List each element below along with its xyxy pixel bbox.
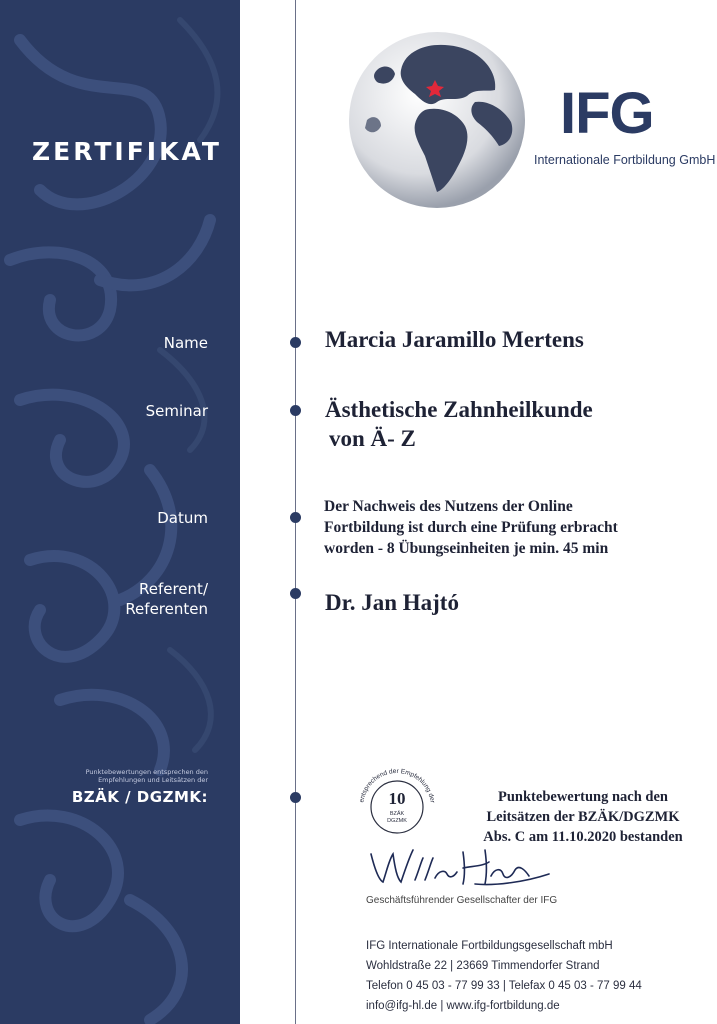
points-note-line: Empfehlungen und Leitsätzen der: [98, 776, 208, 784]
seminar-label: Seminar: [145, 402, 208, 420]
ifg-logo: IFG: [560, 81, 654, 146]
bullet-dot: [290, 792, 301, 803]
referent-value: Dr. Jan Hajtó: [325, 590, 459, 615]
referent-label-line: Referenten: [125, 600, 208, 618]
seminar-value-line: Ästhetische Zahnheilkunde: [325, 397, 593, 422]
signature: [365, 840, 555, 892]
datum-label: Datum: [157, 509, 208, 527]
company-address: [366, 936, 642, 1016]
logo-subtitle: Internationale Fortbildung GmbH: [534, 153, 716, 167]
referent-label: [8, 579, 208, 619]
datum-value: [324, 496, 618, 559]
sidebar-panel: [0, 0, 240, 1024]
points-seal: [352, 762, 442, 852]
address-line: Telefon 0 45 03 - 77 99 33 | Telefax 0 45 03 - 77 99 44: [366, 980, 642, 992]
points-text-line: Punktebewertung nach den: [498, 789, 668, 805]
name-value: Marcia Jaramillo Mertens: [325, 327, 584, 352]
points-text-line: Abs. C am 11.10.2020 bestanden: [483, 829, 683, 845]
bullet-dot: [290, 337, 301, 348]
seminar-value: [325, 395, 593, 453]
signature-caption: Geschäftsführender Gesellschafter der IFG: [366, 895, 558, 906]
points-note-line: Punktebewertungen entsprechen den: [85, 768, 208, 776]
points-text: [478, 787, 688, 847]
datum-value-line: Der Nachweis des Nutzens der Online: [324, 498, 573, 515]
seal-ring-text: entsprechend der Empfehlung der: [358, 767, 436, 804]
address-line: info@ifg-hl.de | www.ifg-fortbildung.de: [366, 1000, 560, 1012]
certificate-title: ZERTIFIKAT: [32, 137, 222, 166]
points-text-line: Leitsätzen der BZÄK/DGZMK: [486, 809, 680, 825]
name-label: Name: [163, 334, 208, 352]
referent-label-line: Referent/: [139, 580, 208, 598]
seal-points: 10: [388, 789, 406, 808]
bullet-dot: [290, 588, 301, 599]
seal-center-line: DGZMK: [387, 818, 407, 824]
points-label: BZÄK / DGZMK:: [71, 788, 208, 806]
seal-center-line: BZÄK: [389, 811, 405, 817]
address-line: IFG Internationale Fortbildungsgesellschaft mbH: [366, 940, 613, 952]
bullet-dot: [290, 512, 301, 523]
datum-value-line: Fortbildung ist durch eine Prüfung erbracht: [324, 519, 618, 536]
bullet-dot: [290, 405, 301, 416]
globe-icon: [347, 30, 527, 210]
datum-value-line: worden - 8 Übungseinheiten je min. 45 min: [324, 540, 609, 557]
address-line: Wohldstraße 22 | 23669 Timmendorfer Strand: [366, 960, 600, 972]
seminar-value-line: von Ä- Z: [329, 426, 416, 451]
points-note: [18, 768, 208, 784]
